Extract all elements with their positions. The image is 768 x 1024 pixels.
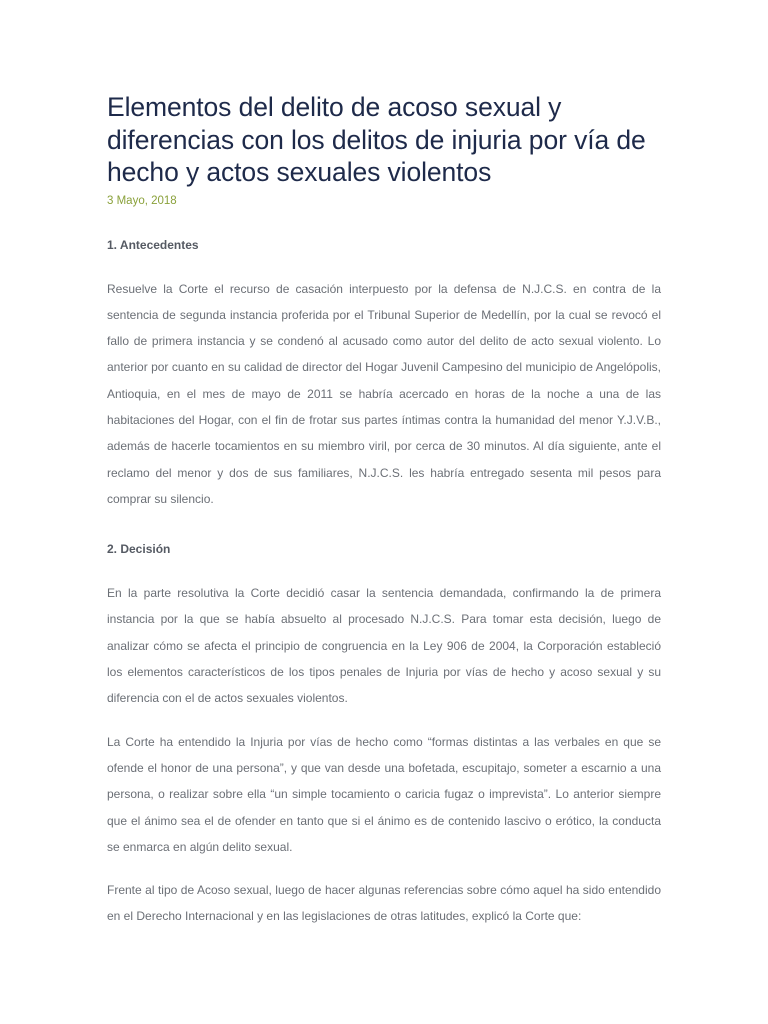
section-heading-antecedentes: 1. Antecedentes bbox=[107, 237, 199, 252]
paragraph-decision-1: En la parte resolutiva la Corte decidió casar la sentencia demandada, confirmando la de primera instancia por la que se había absuelto al procesado N.J.C.S. Para tomar esta decisión, luego de analizar cómo se afecta el principio de congruencia en la Ley 906 de 2004, la Corporación estableció los elementos característicos de los tipos penales de Injuria por vías de hecho y acoso sexual y su diferencia con el de actos sexuales violentos. bbox=[107, 586, 661, 706]
paragraph-decision-2: La Corte ha entendido la Injuria por vías de hecho como “formas distintas a las verbales en que se ofende el honor de una persona”, y que van desde una bofetada, escupitajo, someter a escarnio a una persona, o realizar sobre ella “un simple tocamiento o caricia fugaz o imprevista”. Lo anterior siempre que el ánimo sea el de ofender en tanto que si el ánimo es de contenido lascivo o erótico, la conducta se enmarca en algún delito sexual. bbox=[107, 734, 661, 854]
article-date: 3 Mayo, 2018 bbox=[107, 194, 177, 207]
article bbox=[107, 91, 661, 930]
section-heading-decision: 2. Decisión bbox=[107, 542, 171, 557]
article-title: Elementos del delito de acoso sexual y diferencias con los delitos de injuria por vía de hecho y actos sexuales violentos bbox=[107, 92, 646, 187]
paragraph-antecedentes: Resuelve la Corte el recurso de casación interpuesto por la defensa de N.J.C.S. en contra de la sentencia de segunda instancia proferida por el Tribunal Superior de Medellín, por la cual se revocó el fallo de primera instancia y se condenó al acusado como autor del delito de acto sexual violento. Lo anterior por cuanto en su calidad de director del Hogar Juvenil Campesino del municipio de Angelópolis, Antioquia, en el mes de mayo de 2011 se habría acercado en horas de la noche a una de las habitaciones del Hogar, con el fin de frotar sus partes íntimas contra la humanidad del menor Y.J.V.B., además de hacerle tocamientos en su miembro viril, por cerca de 30 minutos. Al día siguiente, ante el reclamo del menor y dos de sus familiares, N.J.C.S. les habría entregado sesenta mil pesos para comprar su silencio. bbox=[107, 281, 661, 506]
paragraph-decision-3: Frente al tipo de Acoso sexual, luego de hacer algunas referencias sobre cómo aquel ha sido entendido en el Derecho Internacional y en las legislaciones de otras latitudes, explicó la Corte que: bbox=[107, 883, 661, 924]
